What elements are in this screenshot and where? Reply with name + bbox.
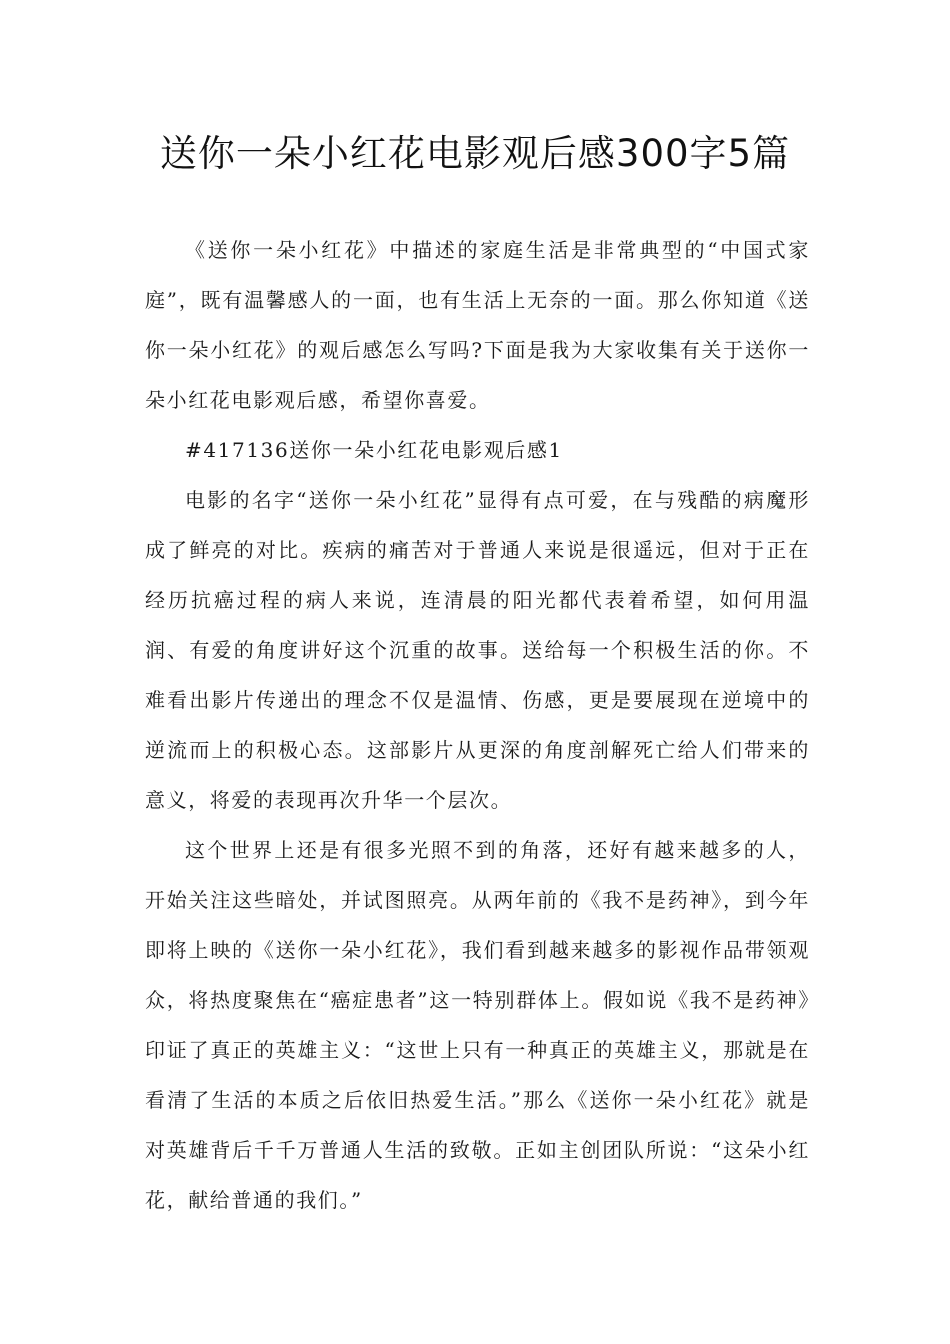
document-title: 送你一朵小红花电影观后感300字5篇	[159, 132, 791, 175]
section-heading: #417136送你一朵小红花电影观后感1	[185, 438, 563, 462]
intro-paragraph: 《送你一朵小红花》中描述的家庭生活是非常典型的“中国式家庭”，既有温馨感人的一面，也有生活上无奈的一面。那么你知道《送你一朵小红花》的观后感怎么写吗?下面是我为大家收集有关于送你一朵小红花电影观后感，希望你喜爱。	[145, 238, 810, 412]
body-paragraph: 电影的名字“送你一朵小红花”显得有点可爱，在与残酷的病魔形成了鲜亮的对比。疾病的痛苦对于普通人来说是很遥远，但对于正在经历抗癌过程的病人来说，连清晨的阳光都代表着希望，如何用温润、有爱的角度讲好这个沉重的故事。送给每一个积极生活的你。不难看出影片传递出的理念不仅是温情、伤感，更是要展现在逆境中的逆流而上的积极心态。这部影片从更深的角度剖解死亡给人们带来的意义，将爱的表现再次升华一个层次。	[145, 488, 810, 812]
document-body	[145, 225, 810, 1225]
body-paragraph: 这个世界上还是有很多光照不到的角落，还好有越来越多的人，开始关注这些暗处，并试图照亮。从两年前的《我不是药神》，到今年即将上映的《送你一朵小红花》，我们看到越来越多的影视作品带领观众，将热度聚焦在“癌症患者”这一特别群体上。假如说《我不是药神》印证了真正的英雄主义：“这世上只有一种真正的英雄主义，那就是在看清了生活的本质之后依旧热爱生活。”那么《送你一朵小红花》就是对英雄背后千千万普通人生活的致敬。正如主创团队所说：“这朵小红花，献给普通的我们。”	[145, 838, 810, 1212]
